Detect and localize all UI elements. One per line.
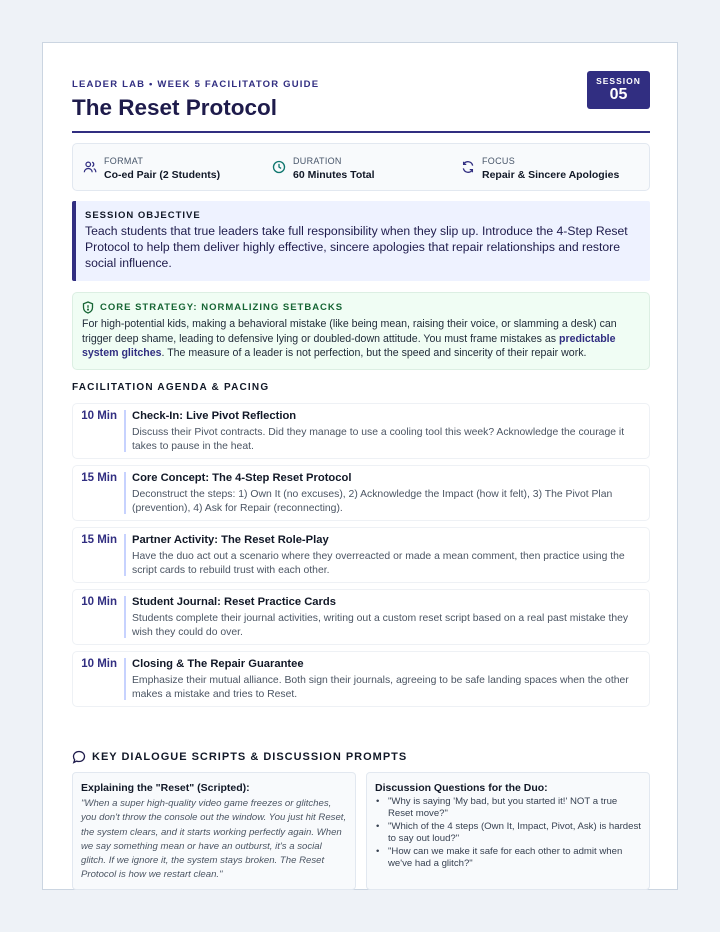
worksheet-page	[42, 42, 678, 890]
agenda-name: Partner Activity: The Reset Role-Play	[132, 534, 329, 546]
objective-heading: SESSION OBJECTIVE	[85, 210, 201, 221]
objective-text: Teach students that true leaders take full responsibility when they slip up. Introduce the 4-Step Reset Protocol to help them deliver highly effective, sincere apologies that repair relationships and restore social influence.	[85, 224, 628, 270]
question-item: • "Why is saying 'My bad, but you started it!' NOT a true Reset move?"	[375, 796, 641, 819]
agenda-divider	[124, 472, 126, 514]
agenda-item	[72, 527, 650, 583]
agenda-duration: 10 Min	[81, 596, 117, 608]
eyebrow-label: LEADER LAB • WEEK 5 FACILITATOR GUIDE	[72, 79, 320, 90]
agenda-heading: FACILITATION AGENDA & PACING	[72, 382, 270, 393]
session-number: 05	[609, 86, 628, 103]
question-item: • "How can we make it safe for each other to admit when we've had a glitch?"	[375, 846, 641, 869]
dialogue-heading	[72, 751, 407, 763]
agenda-duration: 15 Min	[81, 534, 117, 546]
agenda-divider	[124, 596, 126, 638]
strategy-text	[82, 317, 639, 361]
agenda-name: Check-In: Live Pivot Reflection	[132, 410, 297, 422]
agenda-divider	[124, 658, 126, 700]
session-badge	[587, 71, 650, 109]
agenda-desc: Students complete their journal activities, writing out a custom reset script based on a real past mistake they wish they could do over.	[132, 613, 629, 639]
agenda-desc: Deconstruct the steps: 1) Own It (no excuses), 2) Acknowledge the Impact (how it felt), 3) The Pivot Plan (prevention), 4) Ask for Repair (reconnecting).	[132, 489, 613, 515]
core-strategy	[72, 292, 650, 370]
questions-list	[375, 796, 641, 870]
agenda-name: Student Journal: Reset Practice Cards	[132, 596, 336, 608]
strategy-heading	[82, 302, 639, 313]
agenda-duration: 10 Min	[81, 658, 117, 670]
session-label: SESSION	[596, 76, 641, 86]
header-divider	[72, 131, 650, 133]
agenda-duration: 10 Min	[81, 410, 117, 422]
info-label: FORMAT	[104, 156, 144, 166]
agenda-desc: Emphasize their mutual alliance. Both sign their journals, agreeing to be safe landing spaces when the other makes a mistake and tries to Reset.	[132, 675, 629, 701]
strategy-highlight: predictable system glitches	[82, 332, 616, 360]
speech-bubble-icon	[72, 750, 86, 764]
info-value: Repair & Sincere Apologies	[482, 169, 620, 181]
clock-icon	[272, 160, 286, 174]
script-title: Explaining the "Reset" (Scripted):	[81, 782, 250, 794]
agenda-divider	[124, 410, 126, 452]
agenda-desc: Discuss their Pivot contracts. Did they manage to use a cooling tool this week? Acknowledge the courage it takes to pause in the heat.	[132, 427, 625, 453]
agenda-item	[72, 651, 650, 707]
strategy-text-before: For high-potential kids, making a behavioral mistake (like being mean, raising their voice, or slamming a desk) can trigger deep shame, leading to defensive lying or doubled-down attitude. You must frame mistakes as	[82, 318, 617, 345]
users-icon	[83, 160, 97, 174]
strategy-text-after: . The measure of a leader is not perfection, but the speed and sincerity of their repair work.	[161, 347, 587, 360]
info-label: FOCUS	[482, 156, 515, 166]
script-card	[72, 772, 356, 890]
script-text: "When a super high-quality video game freezes or glitches, you don't throw the console out the window. You just hit Reset, the system clears, and it starts working perfectly again. When we say something mean or have an outburst, it's a social glitch. If we ignore it, the system stays broken. The Reset Protocol is how we restart clean."	[81, 798, 347, 881]
questions-card	[366, 772, 650, 890]
agenda-desc: Have the duo act out a scenario where they overreacted or made a mean comment, then practice using the script cards to rebuild trust with each other.	[132, 551, 625, 577]
info-value: 60 Minutes Total	[293, 169, 375, 181]
page-title: The Reset Protocol	[72, 95, 278, 120]
questions-title: Discussion Questions for the Duo:	[375, 782, 548, 794]
info-strip	[72, 143, 650, 191]
refresh-icon	[461, 160, 475, 174]
agenda-divider	[124, 534, 126, 576]
question-item: • "Which of the 4 steps (Own It, Impact, Pivot, Ask) is hardest to say out loud?"	[375, 821, 641, 844]
agenda-name: Closing & The Repair Guarantee	[132, 658, 304, 670]
agenda-name: Core Concept: The 4-Step Reset Protocol	[132, 472, 352, 484]
agenda-item	[72, 403, 650, 459]
shield-icon	[82, 301, 94, 314]
dialogue-heading-text: KEY DIALOGUE SCRIPTS & DISCUSSION PROMPTS	[92, 751, 408, 763]
session-objective	[72, 201, 650, 281]
info-label: DURATION	[293, 156, 342, 166]
agenda-item	[72, 589, 650, 645]
info-value: Co-ed Pair (2 Students)	[104, 169, 221, 181]
strategy-heading-text: CORE STRATEGY: NORMALIZING SETBACKS	[100, 302, 344, 313]
agenda-item	[72, 465, 650, 521]
agenda-duration: 15 Min	[81, 472, 117, 484]
